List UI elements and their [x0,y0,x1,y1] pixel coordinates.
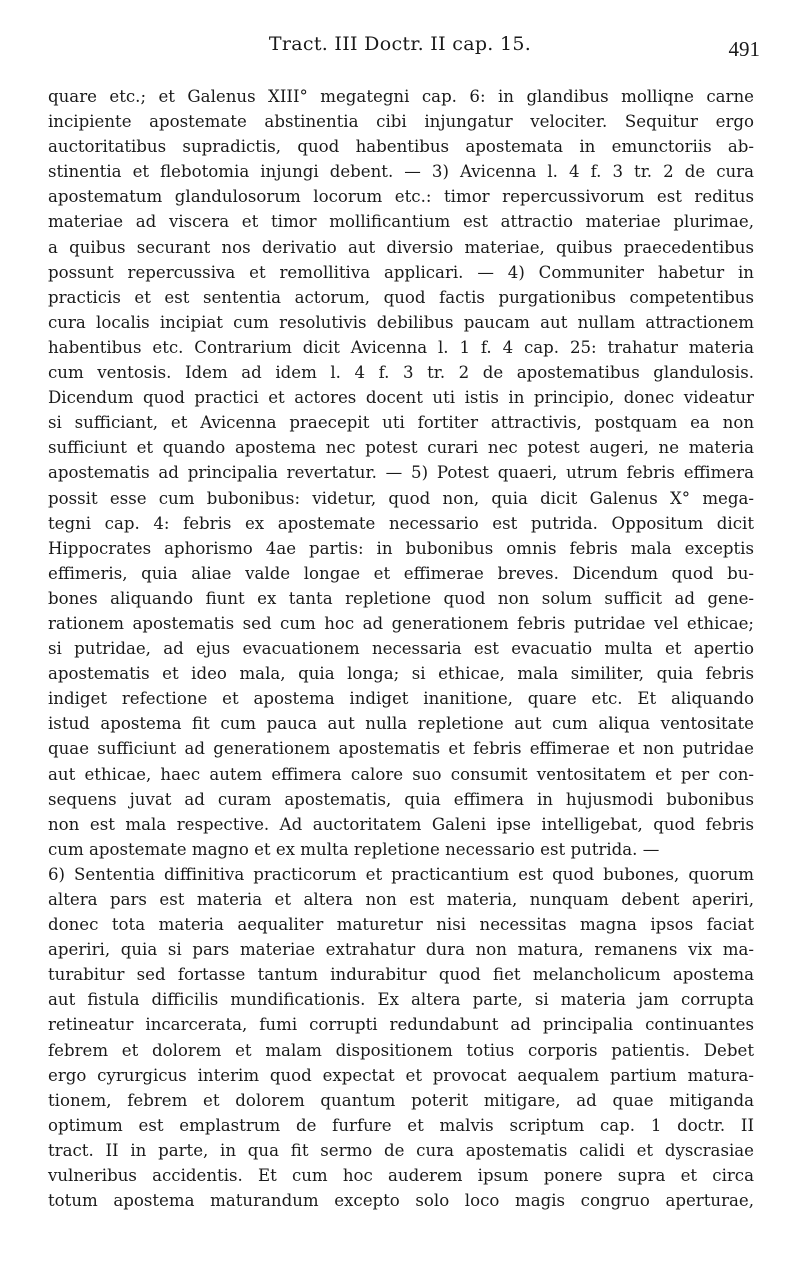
text-line: donec tota materia aequaliter maturetur nisi necessitas magna ipsos faciat [48,915,754,935]
page-number: 491 [728,37,760,61]
text-line: Hippocrates aphorismo 4ae partis: in bubonibus omnis febris mala exceptis [48,538,754,558]
text-line: materiae ad viscera et timor mollificantium est attractio materiae plurimae, [48,212,754,232]
running-head: Tract. III Doctr. II cap. 15. [268,33,532,55]
text-line: vulneribus accidentis. Et cum hoc auderem ipsum ponere supra et circa [48,1166,754,1186]
text-line: Dicendum quod practici et actores docent uti istis in principio, donec videatur [48,388,754,408]
text-line: a quibus securant nos derivatio aut diversio materiae, quibus praecedentibus [48,237,754,257]
text-line: tract. II in parte, in qua fit sermo de cura apostematis calidi et dyscrasiae [48,1140,754,1160]
body-text [48,84,754,1213]
text-line: quare etc.; et Galenus XIII° megategni cap. 6: in glandibus molliqne carne [48,87,754,106]
text-line: cum apostemate magno et ex multa repletione necessario est putrida. — [48,839,660,859]
text-line: istud apostema fit cum pauca aut nulla repletione aut cum aliqua ventositate [48,714,754,734]
text-line: auctoritatibus supradictis, quod habentibus apostemata in emunctoriis ab- [48,137,754,157]
text-line: rationem apostematis sed cum hoc ad generationem febris putridae vel ethicae; [48,613,754,633]
text-line: apostematis ad principalia revertatur. — 5) Potest quaeri, utrum febris effimera [48,463,754,483]
text-line: totum apostema maturandum excepto solo loco magis congruo aperturae, [48,1191,754,1211]
text-line: ergo cyrurgicus interim quod expectat et provocat aequalem partium matura- [48,1065,754,1085]
text-line: retineatur incarcerata, fumi corrupti redundabunt ad principalia continuantes [48,1015,754,1035]
text-line: cura localis incipiat cum resolutivis debilibus paucam aut nullam attractionem [48,312,754,332]
text-line: cum ventosis. Idem ad idem l. 4 f. 3 tr. 2 de apostematibus glandulosis. [48,363,754,383]
text-line: sufficiunt et quando apostema nec potest curari nec potest augeri, ne materia [48,438,754,458]
text-line: aut fistula difficilis mundificationis. Ex altera parte, si materia jam corrupta [48,990,754,1010]
text-line: tionem, febrem et dolorem quantum poterit mitigare, ad quae mitiganda [48,1090,754,1110]
text-line: si sufficiant, et Avicenna praecepit uti fortiter attractivis, postquam ea non [48,413,754,433]
text-line: sequens juvat ad curam apostematis, quia effimera in hujusmodi bubonibus [48,789,754,809]
text-line: bones aliquando fiunt ex tanta repletione quod non solum sufficit ad gene- [48,588,754,608]
text-line: indiget refectione et apostema indiget inanitione, quare etc. Et aliquando [48,689,754,709]
text-line: turabitur sed fortasse tantum indurabitur quod fiet melancholicum apostema [48,965,754,985]
text-line: effimeris, quia aliae valde longae et effimerae breves. Dicendum quod bu- [48,563,754,583]
text-line: non est mala respective. Ad auctoritatem Galeni ipse intelligebat, quod febris [48,814,754,834]
text-line: optimum est emplastrum de furfure et malvis scriptum cap. 1 doctr. II [48,1115,754,1135]
text-line: possit esse cum bubonibus: videtur, quod non, quia dicit Galenus X° mega- [48,488,754,508]
text-line: 6) Sententia diffinitiva practicorum et practicantium est quod bubones, quorum [48,864,754,884]
page-header [40,33,760,65]
text-line: stinentia et flebotomia injungi debent. — 3) Avicenna l. 4 f. 3 tr. 2 de cura [48,162,754,182]
text-line: quae sufficiunt ad generationem apostematis et febris effimerae et non putridae [48,739,754,759]
text-line: febrem et dolorem et malam dispositionem totius corporis patientis. Debet [48,1040,754,1060]
text-line: altera pars est materia et altera non est materia, nunquam debent aperiri, [48,890,754,909]
text-line: tegni cap. 4: febris ex apostemate necessario est putrida. Oppositum dicit [48,513,754,533]
text-line: aperiri, quia si pars materiae extrahatur dura non matura, remanens vix ma- [48,940,754,960]
text-line: practicis et est sententia actorum, quod factis purgationibus competentibus [48,287,754,307]
text-line: apostematum glandulosorum locorum etc.: timor repercussivorum est reditus [48,187,754,207]
text-line: habentibus etc. Contrarium dicit Avicenna l. 1 f. 4 cap. 25: trahatur materia [48,337,754,357]
text-line: possunt repercussiva et remollitiva applicari. — 4) Communiter habetur in [48,262,754,282]
text-line: aut ethicae, haec autem effimera calore suo consumit ventositatem et per con- [48,764,754,784]
text-line: si putridae, ad ejus evacuationem necessaria est evacuatio multa et apertio [48,639,754,659]
text-line: apostematis et ideo mala, quia longa; si ethicae, mala similiter, quia febris [48,664,754,684]
text-line: incipiente apostemate abstinentia cibi injungatur velociter. Sequitur ergo [48,112,754,132]
